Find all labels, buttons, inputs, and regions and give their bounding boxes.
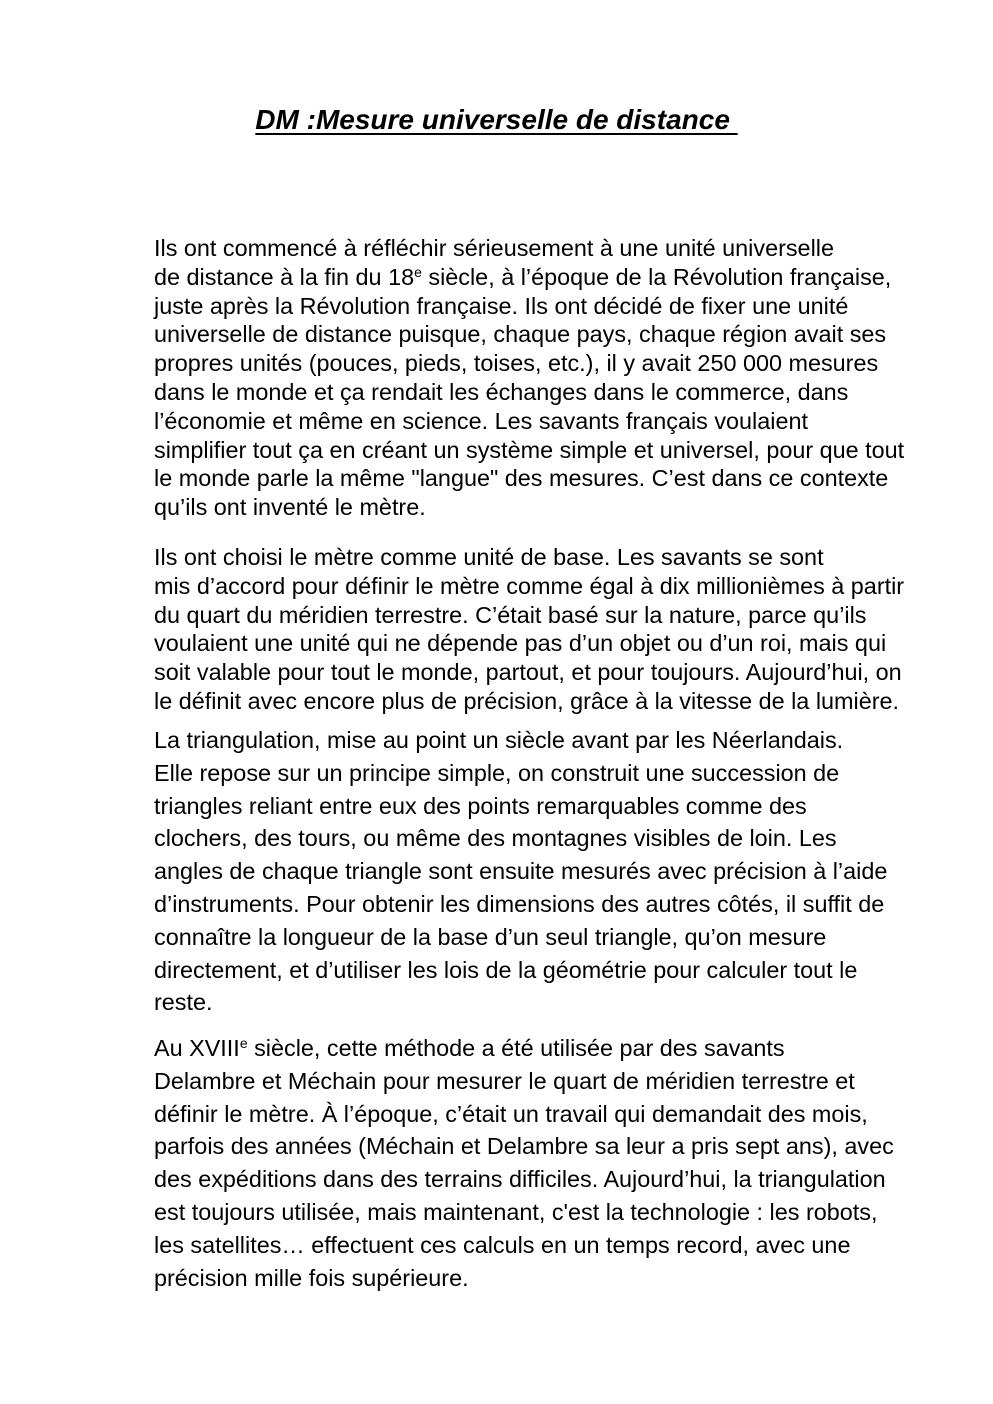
- paragraph-line: qu’ils ont inventé le mètre.: [154, 494, 426, 521]
- paragraph-line: du quart du méridien terrestre. C’était basé sur la nature, parce qu’ils: [154, 601, 867, 628]
- paragraph-line: reste.: [154, 989, 213, 1016]
- paragraph-line: clochers, des tours, ou même des montagnes visibles de loin. Les: [154, 825, 837, 852]
- paragraph-line: mis d’accord pour définir le mètre comme égal à dix millionièmes à partir: [154, 572, 905, 599]
- paragraph-line: des expéditions dans des terrains difficiles. Aujourd’hui, la triangulation: [154, 1166, 886, 1193]
- paragraph-line: simplifier tout ça en créant un système simple et universel, pour que tout: [154, 436, 905, 463]
- document-title: DM :Mesure universelle de distance: [255, 104, 738, 135]
- paragraph-line: l’économie et même en science. Les savants français voulaient: [154, 407, 808, 434]
- paragraph-line: Au XVIIIe siècle, cette méthode a été utilisée par des savants: [154, 1035, 785, 1061]
- paragraph-line: propres unités (pouces, pieds, toises, etc.), il y avait 250 000 mesures: [154, 350, 879, 377]
- paragraph-3: [95, 724, 887, 1019]
- paragraph-line: Ils ont choisi le mètre comme unité de base. Les savants se sont: [154, 544, 824, 570]
- superscript: e: [414, 263, 422, 280]
- paragraph-line: juste après la Révolution française. Ils ont décidé de fixer une unité: [154, 292, 849, 319]
- paragraph-line: angles de chaque triangle sont ensuite mesurés avec précision à l’aide: [154, 858, 888, 885]
- paragraph-2: [95, 543, 904, 716]
- paragraph-line: de distance à la fin du 18e siècle, à l’époque de la Révolution française,: [154, 263, 892, 290]
- paragraph-line: voulaient une unité qui ne dépende pas d’un objet ou d’un roi, mais qui: [154, 630, 887, 657]
- paragraph-line: d’instruments. Pour obtenir les dimensions des autres côtés, il suffit de: [154, 890, 885, 917]
- paragraph-line: parfois des années (Méchain et Delambre sa leur a pris sept ans), avec: [154, 1133, 894, 1160]
- paragraph-line: triangles reliant entre eux des points remarquables comme des: [154, 792, 807, 819]
- paragraph-line: le monde parle la même "langue" des mesures. C’est dans ce contexte: [154, 465, 889, 492]
- paragraph-line: soit valable pour tout le monde, partout, et pour toujours. Aujourd’hui, on: [154, 659, 902, 686]
- paragraph-line: Elle repose sur un principe simple, on construit une succession de: [154, 759, 840, 786]
- superscript: e: [239, 1035, 248, 1051]
- paragraph-4: [95, 1032, 894, 1294]
- paragraph-line: La triangulation, mise au point un siècle avant par les Néerlandais.: [154, 727, 844, 753]
- paragraph-line: Ils ont commencé à réfléchir sérieusement à une unité universelle: [154, 235, 834, 261]
- paragraph-line: universelle de distance puisque, chaque pays, chaque région avait ses: [154, 321, 887, 348]
- paragraph-line: les satellites… effectuent ces calculs en un temps record, avec une: [154, 1231, 851, 1258]
- paragraph-1: [95, 234, 904, 522]
- paragraph-line: directement, et d’utiliser les lois de la géométrie pour calculer tout le: [154, 956, 858, 983]
- paragraph-line: est toujours utilisée, mais maintenant, c'est la technologie : les robots,: [154, 1198, 878, 1225]
- paragraph-line: connaître la longueur de la base d’un seul triangle, qu’on mesure: [154, 923, 827, 950]
- paragraph-line: précision mille fois supérieure.: [154, 1264, 469, 1291]
- paragraph-line: le définit avec encore plus de précision, grâce à la vitesse de la lumière.: [154, 687, 900, 714]
- paragraph-line: définir le mètre. À l’époque, c’était un travail qui demandait des mois,: [154, 1100, 868, 1127]
- paragraph-line: Delambre et Méchain pour mesurer le quart de méridien terrestre et: [154, 1067, 855, 1094]
- paragraph-line: dans le monde et ça rendait les échanges dans le commerce, dans: [154, 378, 849, 405]
